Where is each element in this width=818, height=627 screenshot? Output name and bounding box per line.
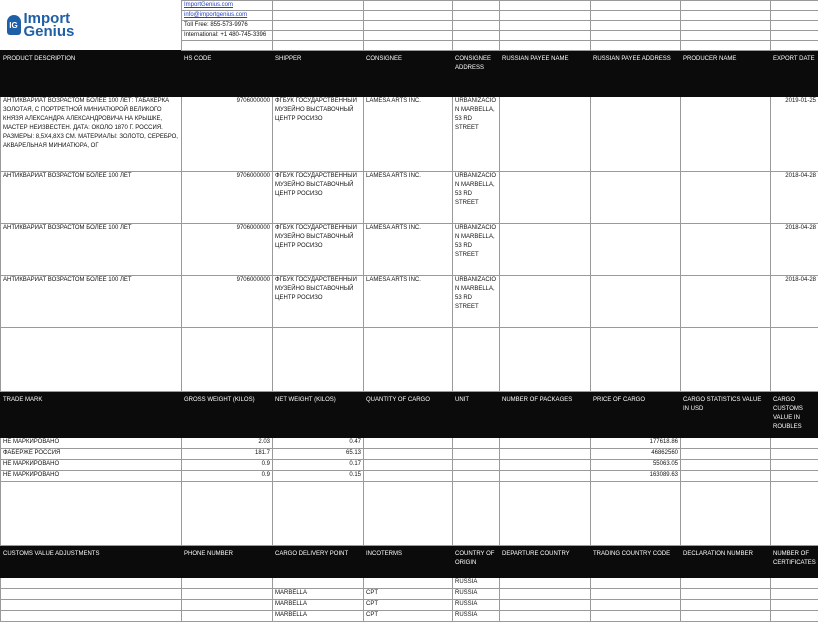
table-cell: CPT <box>364 600 453 611</box>
contact-row-website <box>1 1 818 11</box>
table-cell <box>681 611 771 622</box>
table-cell: 9706000000 <box>182 97 273 172</box>
table-cell <box>182 600 273 611</box>
table-cell <box>771 578 818 589</box>
table-cell: LAMESA ARTS INC. <box>364 224 453 276</box>
table-cell <box>771 449 818 460</box>
table-cell: 0.47 <box>273 438 364 449</box>
table-cell <box>681 438 771 449</box>
column-header: NET WEIGHT (KILOS) <box>273 392 364 438</box>
column-header: CUSTOMS VALUE ADJUSTMENTS <box>1 546 182 578</box>
table-cell: LAMESA ARTS INC. <box>364 97 453 172</box>
table-cell: 0.9 <box>182 460 273 471</box>
table-cell <box>681 449 771 460</box>
table-cell <box>500 589 591 600</box>
table-row <box>1 578 818 589</box>
table-cell <box>364 471 453 482</box>
table-cell <box>500 449 591 460</box>
table-row <box>1 611 818 622</box>
table-row <box>1 172 818 224</box>
table-cell <box>364 438 453 449</box>
international-phone: International: +1 480-745-3396 <box>182 31 273 41</box>
table-cell: 163089.63 <box>591 471 681 482</box>
column-header: GROSS WEIGHT (KILOS) <box>182 392 273 438</box>
column-header: HS CODE <box>182 51 273 97</box>
table-cell: АНТИКВАРИАТ ВОЗРАСТОМ БОЛЕЕ 100 ЛЕТ <box>1 224 182 276</box>
table-cell: НЕ МАРКИРОВАНО <box>1 471 182 482</box>
column-header: QUANTITY OF CARGO <box>364 392 453 438</box>
table-cell <box>771 589 818 600</box>
table-cell: НЕ МАРКИРОВАНО <box>1 438 182 449</box>
column-header: EXPORT DATE <box>771 51 818 97</box>
table-cell <box>681 600 771 611</box>
table-cell: MARBELLA <box>273 600 364 611</box>
table-cell: 177618.86 <box>591 438 681 449</box>
email-link[interactable]: info@importgenius.com <box>182 11 273 21</box>
column-header: PHONE NUMBER <box>182 546 273 578</box>
column-header: NUMBER OF PACKAGES <box>500 392 591 438</box>
table-cell: RUSSIA <box>453 611 500 622</box>
column-header: CONSIGNEE <box>364 51 453 97</box>
column-header: CONSIGNEE ADDRESS <box>453 51 500 97</box>
table-cell: 2018-04-28 <box>771 224 818 276</box>
table-cell <box>500 600 591 611</box>
table-cell: АНТИКВАРИАТ ВОЗРАСТОМ БОЛЕЕ 100 ЛЕТ: ТАБАКЕРКА ЗОЛОТАЯ, С ПОРТРЕТНОЙ МИНИАТЮРОЙ ВЕЛИКОГО КНЯЗЯ АЛЕКСАНДРА АЛЕКСАНДРОВИЧА НА КРЫШКЕ, МАСТЕР НЕИЗВЕСТЕН. ДАТА: ОКОЛО 1870 Г. РОССИЯ. РАЗМЕРЫ: 8,5Х4,8Х3 СМ. МАТЕРИАЛЫ: ЗОЛОТО, СЕРЕБРО, АКВАРЕЛЬНАЯ МИНИАТЮРА, ОГ <box>1 97 182 172</box>
logo-mark-icon: IG <box>7 15 21 35</box>
table-cell <box>182 578 273 589</box>
table-cell <box>500 172 591 224</box>
table-cell <box>453 438 500 449</box>
table-cell <box>591 224 681 276</box>
table-cell <box>500 97 591 172</box>
table-row <box>1 471 818 482</box>
table-cell: MARBELLA <box>273 589 364 600</box>
column-header: PRODUCER NAME <box>681 51 771 97</box>
import-genius-logo <box>1 10 182 41</box>
column-header: PRODUCT DESCRIPTION <box>1 51 182 97</box>
table-cell: RUSSIA <box>453 600 500 611</box>
table-cell <box>681 460 771 471</box>
blank-row <box>1 328 818 392</box>
column-header: TRADE MARK <box>1 392 182 438</box>
toll-free-phone: Toll Free: 855-573-9976 <box>182 21 273 31</box>
table-cell <box>500 224 591 276</box>
table-cell: ФГБУК ГОСУДАРСТВЕННЫЙ МУЗЕЙНО ВЫСТАВОЧНЫЙ ЦЕНТР РОСИЗО <box>273 172 364 224</box>
table-cell <box>500 276 591 328</box>
table-cell: LAMESA ARTS INC. <box>364 172 453 224</box>
table-cell: НЕ МАРКИРОВАНО <box>1 460 182 471</box>
table-row <box>1 589 818 600</box>
column-header: CARGO DELIVERY POINT <box>273 546 364 578</box>
table-cell: 0.9 <box>182 471 273 482</box>
table-cell <box>681 172 771 224</box>
table-cell <box>1 578 182 589</box>
table-cell <box>681 224 771 276</box>
column-header: TRADING COUNTRY CODE <box>591 546 681 578</box>
table-cell: 46862560 <box>591 449 681 460</box>
table-cell: 9706000000 <box>182 172 273 224</box>
table-cell: URBANIZACION MARBELLA, 53 RD STREET <box>453 172 500 224</box>
table-cell: LAMESA ARTS INC. <box>364 276 453 328</box>
table-cell <box>500 611 591 622</box>
table-cell <box>591 276 681 328</box>
column-header: SHIPPER <box>273 51 364 97</box>
table-row <box>1 449 818 460</box>
table-cell <box>681 471 771 482</box>
table-cell <box>591 611 681 622</box>
table-cell <box>500 578 591 589</box>
column-header: UNIT <box>453 392 500 438</box>
table-cell: 2018-04-28 <box>771 276 818 328</box>
table-cell: 9706000000 <box>182 224 273 276</box>
table-cell <box>591 578 681 589</box>
table-cell <box>364 578 453 589</box>
table-row <box>1 600 818 611</box>
table-cell: 181.7 <box>182 449 273 460</box>
column-header: RUSSIAN PAYEE NAME <box>500 51 591 97</box>
column-header: COUNTRY OF ORIGIN <box>453 546 500 578</box>
table-cell: 2018-04-28 <box>771 172 818 224</box>
table-cell <box>453 449 500 460</box>
table-cell <box>500 438 591 449</box>
table-cell: ФГБУК ГОСУДАРСТВЕННЫЙ МУЗЕЙНО ВЫСТАВОЧНЫЙ ЦЕНТР РОСИЗО <box>273 224 364 276</box>
column-header: PRICE OF CARGO <box>591 392 681 438</box>
table-cell <box>771 611 818 622</box>
table-cell: АНТИКВАРИАТ ВОЗРАСТОМ БОЛЕЕ 100 ЛЕТ <box>1 276 182 328</box>
column-header: INCOTERMS <box>364 546 453 578</box>
blank-row <box>1 482 818 546</box>
table-row <box>1 438 818 449</box>
section3-header-row <box>1 546 818 578</box>
table-cell: CPT <box>364 611 453 622</box>
column-header: CARGO CUSTOMS VALUE IN ROUBLES <box>771 392 818 438</box>
table-row <box>1 224 818 276</box>
table-cell <box>182 589 273 600</box>
logo-cell <box>1 1 182 51</box>
table-cell: 65.13 <box>273 449 364 460</box>
table-cell <box>453 471 500 482</box>
table-cell <box>591 97 681 172</box>
table-cell: URBANIZACION MARBELLA, 53 RD STREET <box>453 276 500 328</box>
table-cell: RUSSIA <box>453 578 500 589</box>
table-cell <box>1 611 182 622</box>
table-cell <box>500 460 591 471</box>
table-cell: 0.15 <box>273 471 364 482</box>
table-cell <box>591 600 681 611</box>
column-header: RUSSIAN PAYEE ADDRESS <box>591 51 681 97</box>
table-cell: 2019-01-25 <box>771 97 818 172</box>
column-header: DECLARATION NUMBER <box>681 546 771 578</box>
table-cell <box>591 589 681 600</box>
table-cell: 9706000000 <box>182 276 273 328</box>
logo-text: Import Genius <box>23 10 75 41</box>
table-cell: АНТИКВАРИАТ ВОЗРАСТОМ БОЛЕЕ 100 ЛЕТ <box>1 172 182 224</box>
table-cell <box>273 578 364 589</box>
table-cell: 55063.05 <box>591 460 681 471</box>
section1-header-row <box>1 51 818 97</box>
table-cell: MARBELLA <box>273 611 364 622</box>
table-cell <box>771 600 818 611</box>
table-cell: ФАБЕРЖЕ РОССИЯ <box>1 449 182 460</box>
table-cell <box>771 471 818 482</box>
table-cell <box>681 578 771 589</box>
table-cell <box>364 460 453 471</box>
table-cell: RUSSIA <box>453 589 500 600</box>
table-cell <box>1 589 182 600</box>
table-cell <box>771 438 818 449</box>
table-cell <box>681 97 771 172</box>
table-row <box>1 276 818 328</box>
column-header: CARGO STATISTICS VALUE IN USD <box>681 392 771 438</box>
website-link[interactable]: ImportGenius.com <box>182 1 273 11</box>
table-cell: CPT <box>364 589 453 600</box>
table-cell <box>771 460 818 471</box>
table-cell <box>1 600 182 611</box>
table-cell <box>500 471 591 482</box>
table-cell <box>591 172 681 224</box>
column-header: NUMBER OF CERTIFICATES <box>771 546 818 578</box>
section2-header-row <box>1 392 818 438</box>
table-cell <box>182 611 273 622</box>
table-cell: ФГБУК ГОСУДАРСТВЕННЫЙ МУЗЕЙНО ВЫСТАВОЧНЫЙ ЦЕНТР РОСИЗО <box>273 97 364 172</box>
table-row <box>1 97 818 172</box>
table-cell <box>453 460 500 471</box>
table-cell: ФГБУК ГОСУДАРСТВЕННЫЙ МУЗЕЙНО ВЫСТАВОЧНЫЙ ЦЕНТР РОСИЗО <box>273 276 364 328</box>
table-cell <box>681 589 771 600</box>
table-cell: 2.03 <box>182 438 273 449</box>
table-cell <box>364 449 453 460</box>
table-row <box>1 460 818 471</box>
column-header: DEPARTURE COUNTRY <box>500 546 591 578</box>
table-cell <box>681 276 771 328</box>
table-cell: URBANIZACION MARBELLA, 53 RD STREET <box>453 224 500 276</box>
table-cell: 0.17 <box>273 460 364 471</box>
table-cell: URBANIZACION MARBELLA, 53 RD STREET <box>453 97 500 172</box>
